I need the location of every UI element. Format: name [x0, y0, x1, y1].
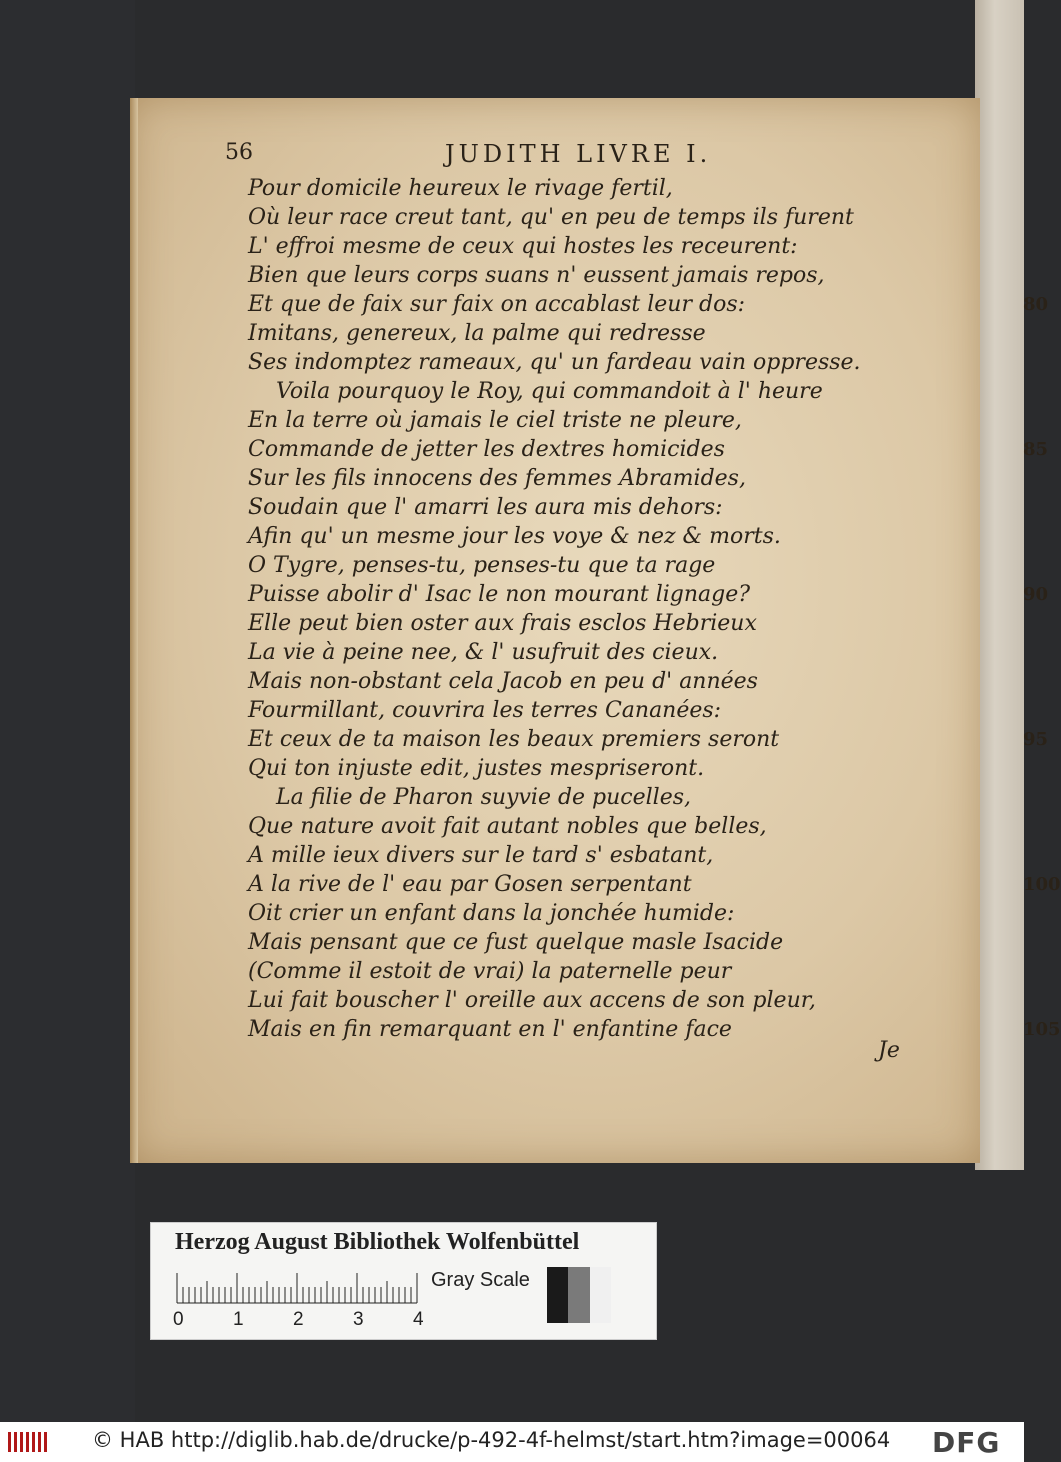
catchword: Je: [878, 1038, 900, 1063]
scale-ruler: [173, 1267, 424, 1330]
facing-page-edge: [975, 0, 1024, 1170]
verse-line: Voila pourquoy le Roy, qui commandoit à l' heure: [276, 379, 823, 404]
verse-line: Mais en fin remarquant en l' enfantine face: [248, 1017, 732, 1042]
line-number: 100: [1023, 874, 1061, 895]
ruler-number: 1: [233, 1309, 244, 1330]
gray-swatch: [568, 1267, 589, 1323]
verse-line: A mille ieux divers sur le tard s' esbatant,: [248, 843, 714, 868]
verse-line: Mais pensant que ce fust quelque masle Isacide: [248, 930, 784, 955]
dfg-logo: DFG: [932, 1426, 1001, 1459]
line-number: 90: [1023, 584, 1049, 605]
verse-line: (Comme il estoit de vrai) la paternelle peur: [248, 959, 732, 984]
verse-line: Et que de faix sur faix on accablast leur dos:: [248, 292, 746, 317]
verse-line: O Tygre, penses-tu, penses-tu que ta rage: [248, 553, 716, 578]
hab-logo-icon: [6, 1430, 48, 1454]
verse-line: Où leur race creut tant, qu' en peu de temps ils furent: [248, 205, 854, 230]
library-label: [150, 1222, 657, 1340]
gray-swatch: [547, 1267, 568, 1323]
verse-line: Qui ton injuste edit, justes mespriseront.: [248, 756, 705, 781]
line-number: 95: [1023, 729, 1049, 750]
gray-scale-swatches: [547, 1267, 611, 1323]
verse-line: Sur les fils innocens des femmes Abramides,: [248, 466, 746, 491]
verse-line: Et ceux de ta maison les beaux premiers seront: [248, 727, 780, 752]
verse-line: Pour domicile heureux le rivage fertil,: [248, 176, 673, 201]
verse-line: Ses indomptez rameaux, qu' un fardeau vain oppresse.: [248, 350, 861, 375]
line-number: 85: [1023, 439, 1049, 460]
verse-line: La filie de Pharon suyvie de pucelles,: [276, 785, 692, 810]
verse-line: Commande de jetter les dextres homicides: [248, 437, 725, 462]
page-number: 56: [225, 140, 253, 165]
verse-block: [248, 174, 1061, 1044]
verse-line: A la rive de l' eau par Gosen serpentant: [248, 872, 692, 897]
verse-line: Soudain que l' amarri les aura mis dehors:: [248, 495, 723, 520]
verse-line: Afin qu' un mesme jour les voye & nez & morts.: [248, 524, 781, 549]
verse-line: Elle peut bien oster aux frais esclos Hebrieux: [248, 611, 757, 636]
footer-bar: [0, 1422, 1024, 1462]
verse-line: Mais non-obstant cela Jacob en peu d' années: [248, 669, 758, 694]
ruler-number: 2: [293, 1309, 304, 1330]
line-number: 80: [1023, 294, 1049, 315]
verse-line: La vie à peine nee, & l' usufruit des cieux.: [248, 640, 719, 665]
gray-swatch: [590, 1267, 611, 1323]
verse-line: Lui fait bouscher l' oreille aux accens de son pleur,: [248, 988, 816, 1013]
book-page: [130, 98, 1061, 1163]
library-name: Herzog August Bibliothek Wolfenbüttel: [175, 1229, 580, 1255]
verse-line: Bien que leurs corps suans n' eussent jamais repos,: [248, 263, 825, 288]
ruler-number: 3: [353, 1309, 364, 1330]
ruler-ticks: [175, 1267, 419, 1307]
verse-line: Oit crier un enfant dans la jonchée humide:: [248, 901, 735, 926]
dark-backing-left: [0, 0, 135, 1462]
verse-line: Que nature avoit fait autant nobles que belles,: [248, 814, 767, 839]
verse-line: Puisse abolir d' Isac le non mourant lignage?: [248, 582, 751, 607]
copyright-link[interactable]: © HAB http://diglib.hab.de/drucke/p-492-4f-helmst/start.htm?image=00064: [92, 1428, 891, 1452]
gray-scale-label: Gray Scale: [431, 1269, 530, 1291]
page-edge-shadow: [130, 98, 138, 1163]
verse-line: L' effroi mesme de ceux qui hostes les receurent:: [248, 234, 798, 259]
running-title: JUDITH LIVRE I.: [445, 140, 712, 168]
line-number: 105: [1023, 1019, 1061, 1040]
ruler-number: 4: [413, 1309, 424, 1330]
verse-line: Imitans, genereux, la palme qui redresse: [248, 321, 706, 346]
verse-line: Fourmillant, couvrira les terres Cananées:: [248, 698, 722, 723]
verse-line: En la terre où jamais le ciel triste ne pleure,: [248, 408, 742, 433]
ruler-number: 0: [173, 1309, 184, 1330]
